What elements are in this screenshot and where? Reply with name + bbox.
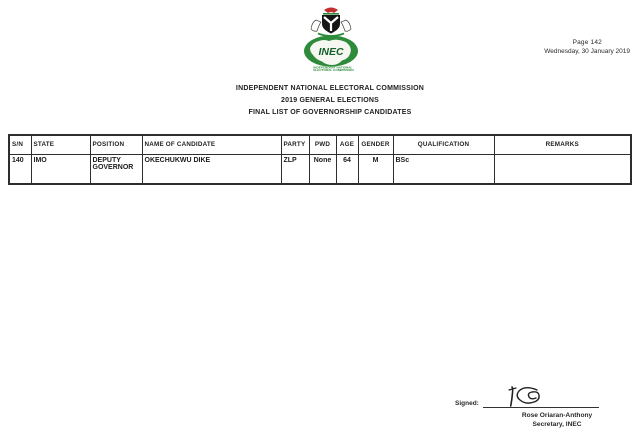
cell-sn: 140 — [9, 154, 31, 184]
inec-logo — [297, 6, 365, 77]
heading-commission: INDEPENDENT NATIONAL ELECTORAL COMMISSION — [235, 85, 425, 92]
signed-label: Signed: — [455, 400, 479, 407]
column-header-qualification: QUALIFICATION — [393, 135, 494, 154]
heading-list-title: FINAL LIST OF GOVERNORSHIP CANDIDATES — [248, 109, 412, 116]
column-header-sn: S/N — [9, 135, 31, 154]
signature-block — [455, 381, 633, 429]
column-header-age: AGE — [336, 135, 358, 154]
cell-party: ZLP — [281, 154, 309, 184]
column-header-gender: GENDER — [358, 135, 393, 154]
coat-of-arms-icon — [311, 8, 351, 37]
document-date: Wednesday, 30 January 2019 — [544, 48, 630, 55]
cell-position: DEPUTY GOVERNOR — [90, 154, 142, 184]
table-row — [9, 154, 631, 184]
cell-qualification: BSc — [393, 154, 494, 184]
inec-emblem-icon — [298, 6, 364, 68]
column-header-position: POSITION — [90, 135, 142, 154]
cell-remarks — [494, 154, 631, 184]
column-header-state: STATE — [31, 135, 90, 154]
logo-caption-line2: ELECTORAL COMMISSION — [313, 69, 354, 73]
cell-pwd: None — [309, 154, 336, 184]
cell-state: IMO — [31, 154, 90, 184]
page-info — [544, 38, 630, 56]
cell-age: 64 — [336, 154, 358, 184]
column-header-pwd: PWD — [309, 135, 336, 154]
signature-line — [483, 381, 599, 408]
table-header-row — [9, 135, 631, 154]
heading-election: 2019 GENERAL ELECTIONS — [280, 97, 380, 104]
signatory-name: Rose Oriaran-Anthony — [521, 412, 593, 419]
logo-inec-text: INEC — [318, 46, 344, 58]
logo-caption — [313, 66, 354, 73]
signatory-title: Secretary, INEC — [532, 421, 582, 428]
candidates-table-wrapper — [8, 134, 632, 185]
document-heading — [20, 85, 640, 121]
candidates-table — [8, 134, 632, 185]
column-header-name: NAME OF CANDIDATE — [142, 135, 281, 154]
column-header-remarks: REMARKS — [494, 135, 631, 154]
column-header-party: PARTY — [281, 135, 309, 154]
page-number: Page 142 — [572, 39, 602, 46]
cell-name: OKECHUKWU DIKE — [142, 154, 281, 184]
logo-caption-line1: INDEPENDENT NATIONAL — [313, 66, 353, 70]
cell-gender: M — [358, 154, 393, 184]
signature-scribble-icon — [505, 384, 547, 410]
